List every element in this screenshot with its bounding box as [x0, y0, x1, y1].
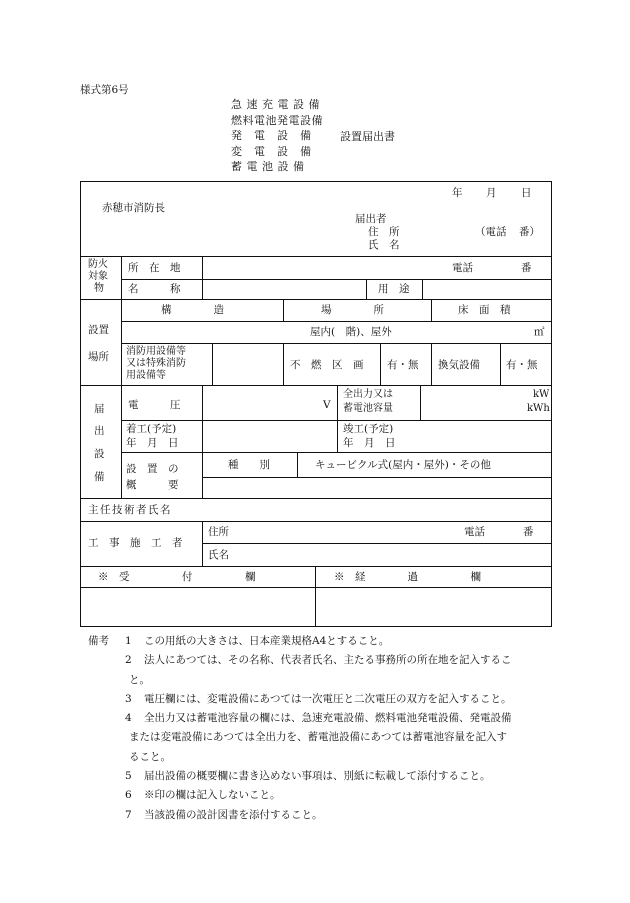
- applicant-address-label: 住 所: [368, 226, 400, 238]
- fire-target-group-label-2: 対象: [88, 271, 108, 282]
- equipment-group-label-2: 出: [94, 425, 105, 437]
- area-unit: ㎡: [534, 326, 545, 338]
- fire-target-group-label-3: 物: [94, 283, 104, 294]
- finish-date-label-2: 年 月 日: [343, 437, 396, 449]
- date-year-label: 年: [452, 187, 463, 199]
- date-day-label: 日: [521, 187, 532, 199]
- type-options: キュービクル式(屋内・屋外)・その他: [315, 459, 491, 471]
- fire-target-phone-suffix: 番: [521, 262, 532, 274]
- date-month-label: 月: [486, 187, 497, 199]
- indoor-floor-text: 屋内( 階)、屋外: [310, 326, 392, 338]
- note-item-continued: と。: [129, 673, 150, 686]
- location-label: 所 在 地: [128, 262, 181, 274]
- output-label-1: 全出力又は: [343, 389, 393, 400]
- title-line-battery: 蓄 電 池 設 備: [231, 160, 305, 174]
- note-item-continued: ること。: [129, 750, 171, 763]
- form-number: 様式第6号: [80, 84, 129, 96]
- fire-target-phone-label: 電話: [452, 262, 473, 274]
- applicant-label: 届出者: [355, 213, 387, 225]
- notes-heading: 備考: [88, 635, 109, 647]
- addressee: 赤穂市消防長: [102, 202, 165, 214]
- note-item: 法人にあつては、その名称、代表者氏名、主たる事務所の所在地を記入するこ: [144, 654, 512, 667]
- use-label: 用 途: [378, 283, 410, 295]
- contractor-phone-label: 電話: [464, 526, 485, 538]
- notes-section: 備考 1 この用紙の大きさは、日本産業規格A4とすること。 2 法人にあつては、その名称、代表者氏名、主たる事務所の所在地を記入するこ と。 3 電圧欄には、変電設備にあつては一次電圧と二次電圧の双方を記入すること。 4 全出力又は蓄電池容量の欄には、急速充電設備、燃料電池発電設備、発電設備 または変電設備にあつては全出力を、蓄電池設備にあつては蓄電池容量を記入す ること。 5 届出設備の概要欄に書き込めない事項は、別紙に転載して添付すること。 6 ※印の欄は記入しないこと。 7 当該設備の設計図書を添付すること。: [88, 632, 109, 825]
- fire-target-group-label-1: 防火: [88, 259, 108, 270]
- fire-equipment-label-3: 用設備等: [126, 370, 166, 381]
- output-label-2: 蓄電池容量: [343, 403, 393, 414]
- overview-label-2: 概 要: [126, 479, 179, 491]
- place-label: 場 所: [321, 304, 384, 316]
- type-label: 種 別: [228, 459, 270, 471]
- start-date-label-2: 年 月 日: [126, 437, 179, 449]
- form-title-suffix: 設置届出書: [340, 130, 395, 143]
- note-item: 届出設備の概要欄に書き込めない事項は、別紙に転載して添付すること。: [144, 770, 491, 783]
- equipment-group-label-4: 備: [94, 471, 105, 483]
- install-place-group-label-2: 場所: [88, 351, 109, 363]
- title-line-fuel-cell: 燃料電池発電設備: [231, 113, 323, 127]
- ventilation-yes-no: 有・無: [506, 359, 538, 371]
- install-place-group-label-1: 設置: [88, 324, 109, 336]
- unit-kwh: kWh: [527, 403, 550, 414]
- floor-area-label: 床 面 積: [458, 304, 511, 316]
- overview-label-1: 設 置 の: [126, 463, 179, 475]
- note-item-continued: または変電設備にあつては全出力を、蓄電池設備にあつては蓄電池容量を記入す: [129, 731, 507, 744]
- title-line-substation: 変 電 設 備: [231, 144, 312, 158]
- chief-engineer-label: 主任技術者氏名: [88, 504, 172, 516]
- voltage-label: 電 圧: [128, 399, 181, 411]
- title-line-generator: 発 電 設 備: [231, 129, 312, 143]
- applicant-name-label: 氏 名: [368, 239, 400, 251]
- contractor-label: 工 事 施 工 者: [88, 537, 183, 549]
- ventilation-label: 換気設備: [438, 359, 480, 371]
- contractor-name-label: 氏名: [208, 549, 229, 561]
- structure-label: 構 造: [161, 304, 224, 316]
- applicant-phone-suffix: 番）: [519, 226, 540, 238]
- form-title-group: [231, 97, 323, 175]
- finish-date-label-1: 竣工(予定): [343, 423, 394, 435]
- title-line-quick-charger: 急 速 充 電 設 備: [231, 98, 320, 111]
- note-item: 全出力又は蓄電池容量の欄には、急速充電設備、燃料電池発電設備、発電設備: [144, 712, 512, 725]
- nonflammable-yes-no: 有・無: [387, 359, 419, 371]
- fire-equipment-label-2: 又は特殊消防: [126, 358, 186, 369]
- equipment-group-label-1: 届: [94, 403, 105, 415]
- contractor-address-label: 住所: [208, 526, 229, 538]
- fire-equipment-label-1: 消防用設備等: [126, 346, 186, 357]
- note-item: ※印の欄は記入しないこと。: [144, 789, 281, 802]
- applicant-phone-label: （電話: [475, 226, 507, 238]
- unit-kw: kW: [533, 389, 550, 400]
- note-item: 電圧欄には、変電設備にあつては一次電圧と二次電圧の双方を記入すること。: [144, 692, 512, 705]
- contractor-phone-suffix: 番: [523, 526, 534, 538]
- progress-column-label: ※ 経 過 欄: [334, 571, 481, 583]
- nonflammable-label: 不 燃 区 画: [290, 359, 364, 371]
- note-item: 当該設備の設計図書を添付すること。: [144, 808, 323, 821]
- start-date-label-1: 着工(予定): [126, 423, 177, 435]
- note-item: この用紙の大きさは、日本産業規格A4とすること。: [144, 635, 390, 647]
- receipt-column-label: ※ 受 付 欄: [98, 571, 256, 583]
- voltage-unit: V: [323, 399, 331, 411]
- equipment-group-label-3: 設: [94, 448, 105, 460]
- building-name-label: 名 称: [128, 283, 181, 295]
- application-form-table: [80, 181, 552, 627]
